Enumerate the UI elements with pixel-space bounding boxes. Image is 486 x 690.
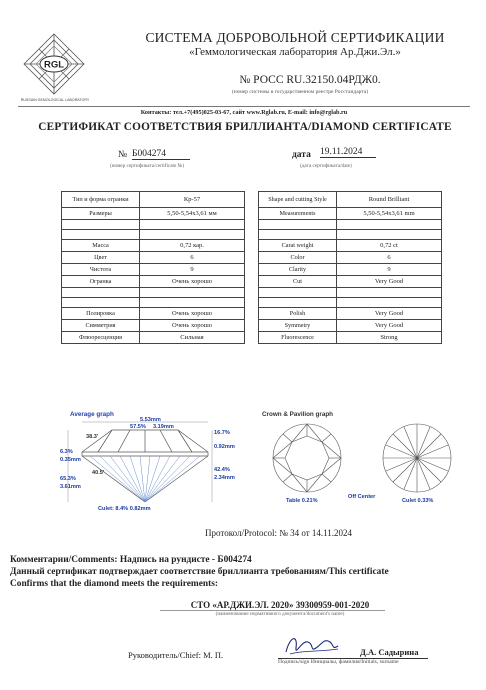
- ru-field-value: [140, 220, 245, 230]
- ru-field-value: [140, 288, 245, 298]
- ru-field-value: Очень хорошо: [140, 308, 245, 320]
- contacts-line: Контакты: тел.+7(495)025-03-67, сайт www.Rglab.ru, E-mail: info@rglab.ru: [140, 109, 348, 116]
- table-mm-label: 3.19mm: [153, 424, 174, 430]
- ru-row: [62, 308, 245, 320]
- certificate-title: СЕРТИФИКАТ СООТВЕТСТВИЯ БРИЛЛИАНТА/DIAMOND CERTIFICATE: [38, 121, 452, 133]
- en-field-value: Very Good: [337, 308, 442, 320]
- ru-field-label: Чистота: [62, 264, 140, 276]
- cert-date-label: дата: [292, 150, 311, 160]
- en-field-value: [337, 230, 442, 240]
- en-field-value: Strong: [337, 332, 442, 344]
- ru-field-label: Флюоресценция: [62, 332, 140, 344]
- ru-field-label: [62, 298, 140, 308]
- ru-field-value: [140, 298, 245, 308]
- ru-field-value: 0,72 кар.: [140, 240, 245, 252]
- en-row: [259, 332, 442, 344]
- en-field-label: Polish: [259, 308, 337, 320]
- ru-field-label: Размеры: [62, 208, 140, 220]
- ru-field-label: Полировка: [62, 308, 140, 320]
- en-field-label: Color: [259, 252, 337, 264]
- en-row: [259, 308, 442, 320]
- en-row: [259, 264, 442, 276]
- registration-note: (номер системы в государственном реестре Росстандарта): [231, 89, 369, 95]
- ru-field-value: Очень хорошо: [140, 276, 245, 288]
- conformity-line-1: Данный сертификат подтверждает соответствие бриллианта требованиям/This certificate: [10, 567, 389, 577]
- cert-number: Б004274: [132, 149, 190, 160]
- en-field-label: [259, 230, 337, 240]
- ru-row: [62, 276, 245, 288]
- en-row: [259, 320, 442, 332]
- ru-row: [62, 264, 245, 276]
- en-field-label: [259, 298, 337, 308]
- signer-name: Д.А. Садырина: [360, 647, 419, 657]
- pavilion-mm-label: 2.34mm: [214, 475, 235, 481]
- logo-subtitle: RUSSIAN GEMOLOGICAL LABORATORY: [20, 98, 90, 102]
- signature-mark: [280, 630, 344, 660]
- ru-field-label: Тип и форма огранки: [62, 192, 140, 208]
- header-divider: [18, 106, 470, 107]
- culet-offset-label: Culet 0.33%: [402, 498, 434, 504]
- crown-height-pct-label: 16.7%: [214, 430, 230, 436]
- en-field-value: 0,72 ct: [337, 240, 442, 252]
- en-field-label: Cut: [259, 276, 337, 288]
- girdle-pct-label: 6.3%: [60, 449, 73, 455]
- standard-name: СТО «АР.ДЖИ.ЭЛ. 2020» 39300959-001-2020: [190, 600, 370, 610]
- rgl-logo-graphic: [22, 32, 86, 96]
- ru-field-value: [140, 230, 245, 240]
- ru-field-value: Кр-57: [140, 192, 245, 208]
- crown-view: [273, 424, 341, 492]
- ru-field-value: 6: [140, 252, 245, 264]
- en-field-label: Clarity: [259, 264, 337, 276]
- ru-field-label: [62, 288, 140, 298]
- table-offset-label: Table 0.21%: [286, 498, 318, 504]
- culet-label: Culet: 8.4% 0.82mm: [98, 506, 151, 512]
- signature-note: Подпись/sign Инициалы, фамилия/Initials, surname: [278, 659, 399, 665]
- en-row: [259, 192, 442, 208]
- ru-row: [62, 252, 245, 264]
- en-field-label: Carat weight: [259, 240, 337, 252]
- en-row: [259, 220, 442, 230]
- specs-table-en: [258, 191, 442, 344]
- cert-date: 19.11.2024: [320, 147, 376, 158]
- ru-row: [62, 192, 245, 208]
- ru-row: [62, 240, 245, 252]
- ru-field-value: Сильная: [140, 332, 245, 344]
- pavilion-view: [383, 424, 451, 492]
- crown-pavilion-title: Crown & Pavilion graph: [262, 411, 334, 418]
- pavilion-pct-label: 42.4%: [214, 467, 230, 473]
- off-center-label: Off Center: [348, 494, 376, 500]
- en-row: [259, 276, 442, 288]
- en-field-value: Very Good: [337, 320, 442, 332]
- girdle-mm-label: 0.35mm: [60, 457, 81, 463]
- en-field-value: Round Brilliant: [337, 192, 442, 208]
- ru-field-value: Очень хорошо: [140, 320, 245, 332]
- en-field-value: 9: [337, 264, 442, 276]
- ru-field-label: Цвет: [62, 252, 140, 264]
- ru-field-value: 5,50-5,54x3,61 мм: [140, 208, 245, 220]
- en-field-label: Shape and cutting Style: [259, 192, 337, 208]
- total-depth-pct-label: 65.3%: [60, 476, 76, 482]
- ru-field-label: Масса: [62, 240, 140, 252]
- average-graph-diagram: [60, 416, 250, 512]
- en-field-label: Measurements: [259, 208, 337, 220]
- system-title: СИСТЕМА ДОБРОВОЛЬНОЙ СЕРТИФИКАЦИИ: [145, 30, 445, 45]
- ru-row: [62, 298, 245, 308]
- ru-field-label: [62, 230, 140, 240]
- lab-name: «Геммологическая лаборатория Ар.Джи.Эл.»: [189, 46, 401, 58]
- en-field-value: [337, 220, 442, 230]
- ru-row: [62, 230, 245, 240]
- standard-note: (наименование нормативного документа/document's name): [215, 611, 345, 617]
- ru-row: [62, 288, 245, 298]
- ru-row: [62, 208, 245, 220]
- en-row: [259, 208, 442, 220]
- cert-date-note: (дата сертификата/date): [300, 163, 352, 169]
- pavilion-angle-label: 40.5': [92, 470, 105, 476]
- ru-row: [62, 320, 245, 332]
- en-field-label: [259, 288, 337, 298]
- en-row: [259, 230, 442, 240]
- ru-field-label: Симметрия: [62, 320, 140, 332]
- en-row: [259, 240, 442, 252]
- registration-number: № РОСС RU.32150.04РДЖ0.: [239, 74, 381, 86]
- en-row: [259, 252, 442, 264]
- diameter-label: 5.53mm: [140, 417, 161, 423]
- ru-field-value: 9: [140, 264, 245, 276]
- crown-angle-label: 38.3': [86, 434, 99, 440]
- average-graph-title: Average graph: [70, 411, 114, 418]
- ru-field-label: Огранка: [62, 276, 140, 288]
- comments-line: Комментарии/Comments: Надпись на рундисте - Б004274: [10, 555, 252, 565]
- rgl-logo: [22, 32, 86, 96]
- en-field-value: 5,50-5,54x3,61 mm: [337, 208, 442, 220]
- conformity-line-2: Confirms that the diamond meets the requirements:: [10, 579, 218, 589]
- en-field-label: [259, 220, 337, 230]
- specs-table-ru: [61, 191, 245, 344]
- en-field-value: [337, 298, 442, 308]
- en-field-label: Fluorescence: [259, 332, 337, 344]
- chief-label: Руководитель/Chief: М. П.: [128, 650, 224, 660]
- crown-pavilion-diagram: [262, 418, 462, 508]
- en-row: [259, 288, 442, 298]
- ru-field-label: [62, 220, 140, 230]
- en-field-value: Very Good: [337, 276, 442, 288]
- table-pct-label: 57.5%: [130, 424, 146, 430]
- ru-row: [62, 332, 245, 344]
- cert-number-note: (номер сертификата/certificate №): [110, 163, 185, 169]
- crown-height-mm-label: 0.92mm: [214, 444, 235, 450]
- total-depth-mm-label: 3.61mm: [60, 484, 81, 490]
- en-row: [259, 298, 442, 308]
- protocol-line: Протокол/Protocol: № 34 от 14.11.2024: [205, 528, 353, 538]
- ru-row: [62, 220, 245, 230]
- cert-number-label: №: [118, 150, 128, 160]
- en-field-value: 6: [337, 252, 442, 264]
- logo-text: RGL: [43, 59, 65, 71]
- en-field-value: [337, 288, 442, 298]
- en-field-label: Symmetry: [259, 320, 337, 332]
